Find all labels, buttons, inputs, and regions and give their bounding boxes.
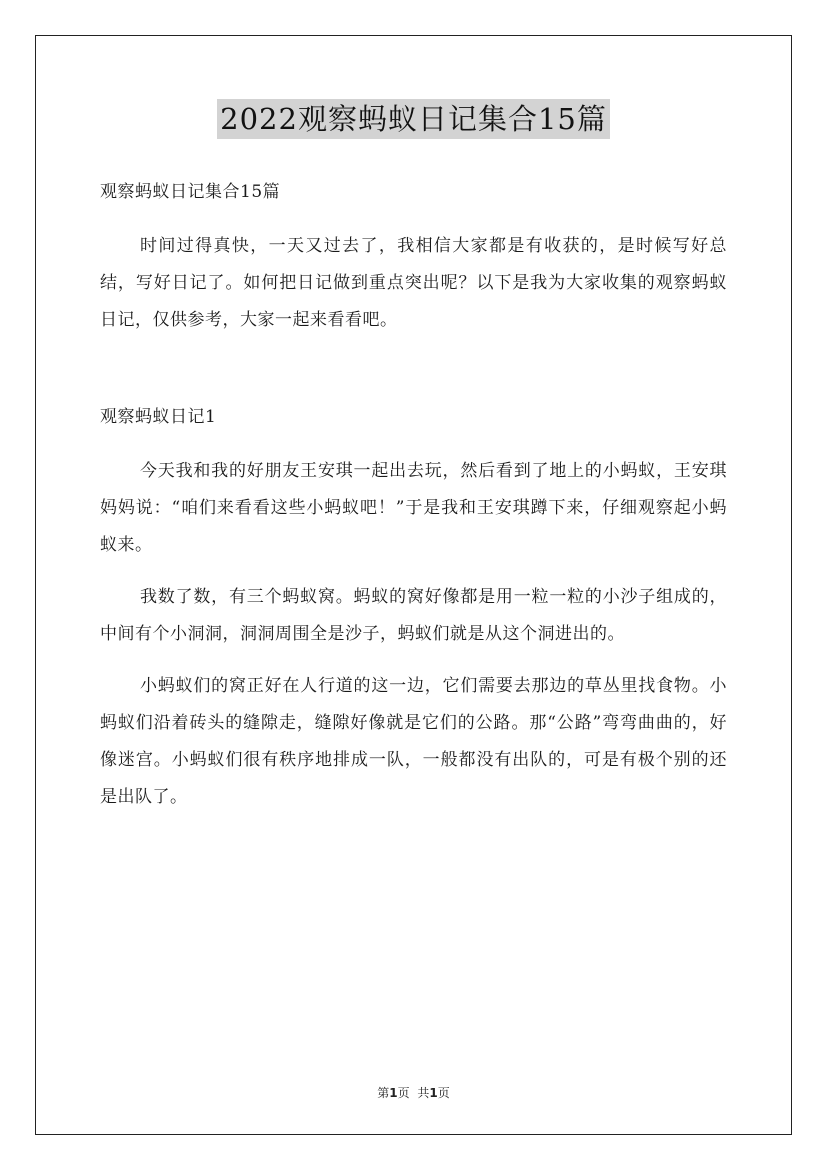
intro-paragraph: 时间过得真快，一天又过去了，我相信大家都是有收获的，是时候写好总结，写好日记了。如何把日记做到重点突出呢？以下是我为大家收集的观察蚂蚁日记，仅供参考，大家一起来看看吧。 bbox=[100, 236, 727, 330]
document-body bbox=[100, 174, 727, 816]
page-label-prefix: 第 bbox=[377, 1086, 390, 1100]
body-paragraph: 小蚂蚁们的窝正好在人行道的这一边，它们需要去那边的草丛里找食物。小蚂蚁们沿着砖头的缝隙走，缝隙好像就是它们的公路。那“公路”弯弯曲曲的，好像迷宫。小蚂蚁们很有秩序地排成一队，一般都没有出队的，可是有极个别的还是出队了。 bbox=[100, 676, 727, 807]
body-paragraph: 我数了数，有三个蚂蚁窝。蚂蚁的窝好像都是用一粒一粒的小沙子组成的，中间有个小洞洞，洞洞周围全是沙子，蚂蚁们就是从这个洞进出的。 bbox=[100, 587, 727, 644]
title-container bbox=[0, 99, 827, 139]
page-total: 1 bbox=[429, 1086, 438, 1100]
page-label-suffix: 页 bbox=[397, 1086, 410, 1100]
total-label-suffix: 页 bbox=[437, 1086, 450, 1100]
document-subtitle: 观察蚂蚁日记集合15篇 bbox=[100, 182, 281, 202]
body-paragraph: 今天我和我的好朋友王安琪一起出去玩，然后看到了地上的小蚂蚁，王安琪妈妈说：“咱们来看看这些小蚂蚁吧！”于是我和王安琪蹲下来，仔细观察起小蚂蚁来。 bbox=[100, 461, 727, 555]
page-footer bbox=[0, 1084, 827, 1101]
total-label-prefix: 共 bbox=[417, 1086, 430, 1100]
document-title: 2022观察蚂蚁日记集合15篇 bbox=[217, 99, 610, 139]
page-current: 1 bbox=[389, 1086, 398, 1100]
section-heading: 观察蚂蚁日记1 bbox=[100, 407, 217, 427]
